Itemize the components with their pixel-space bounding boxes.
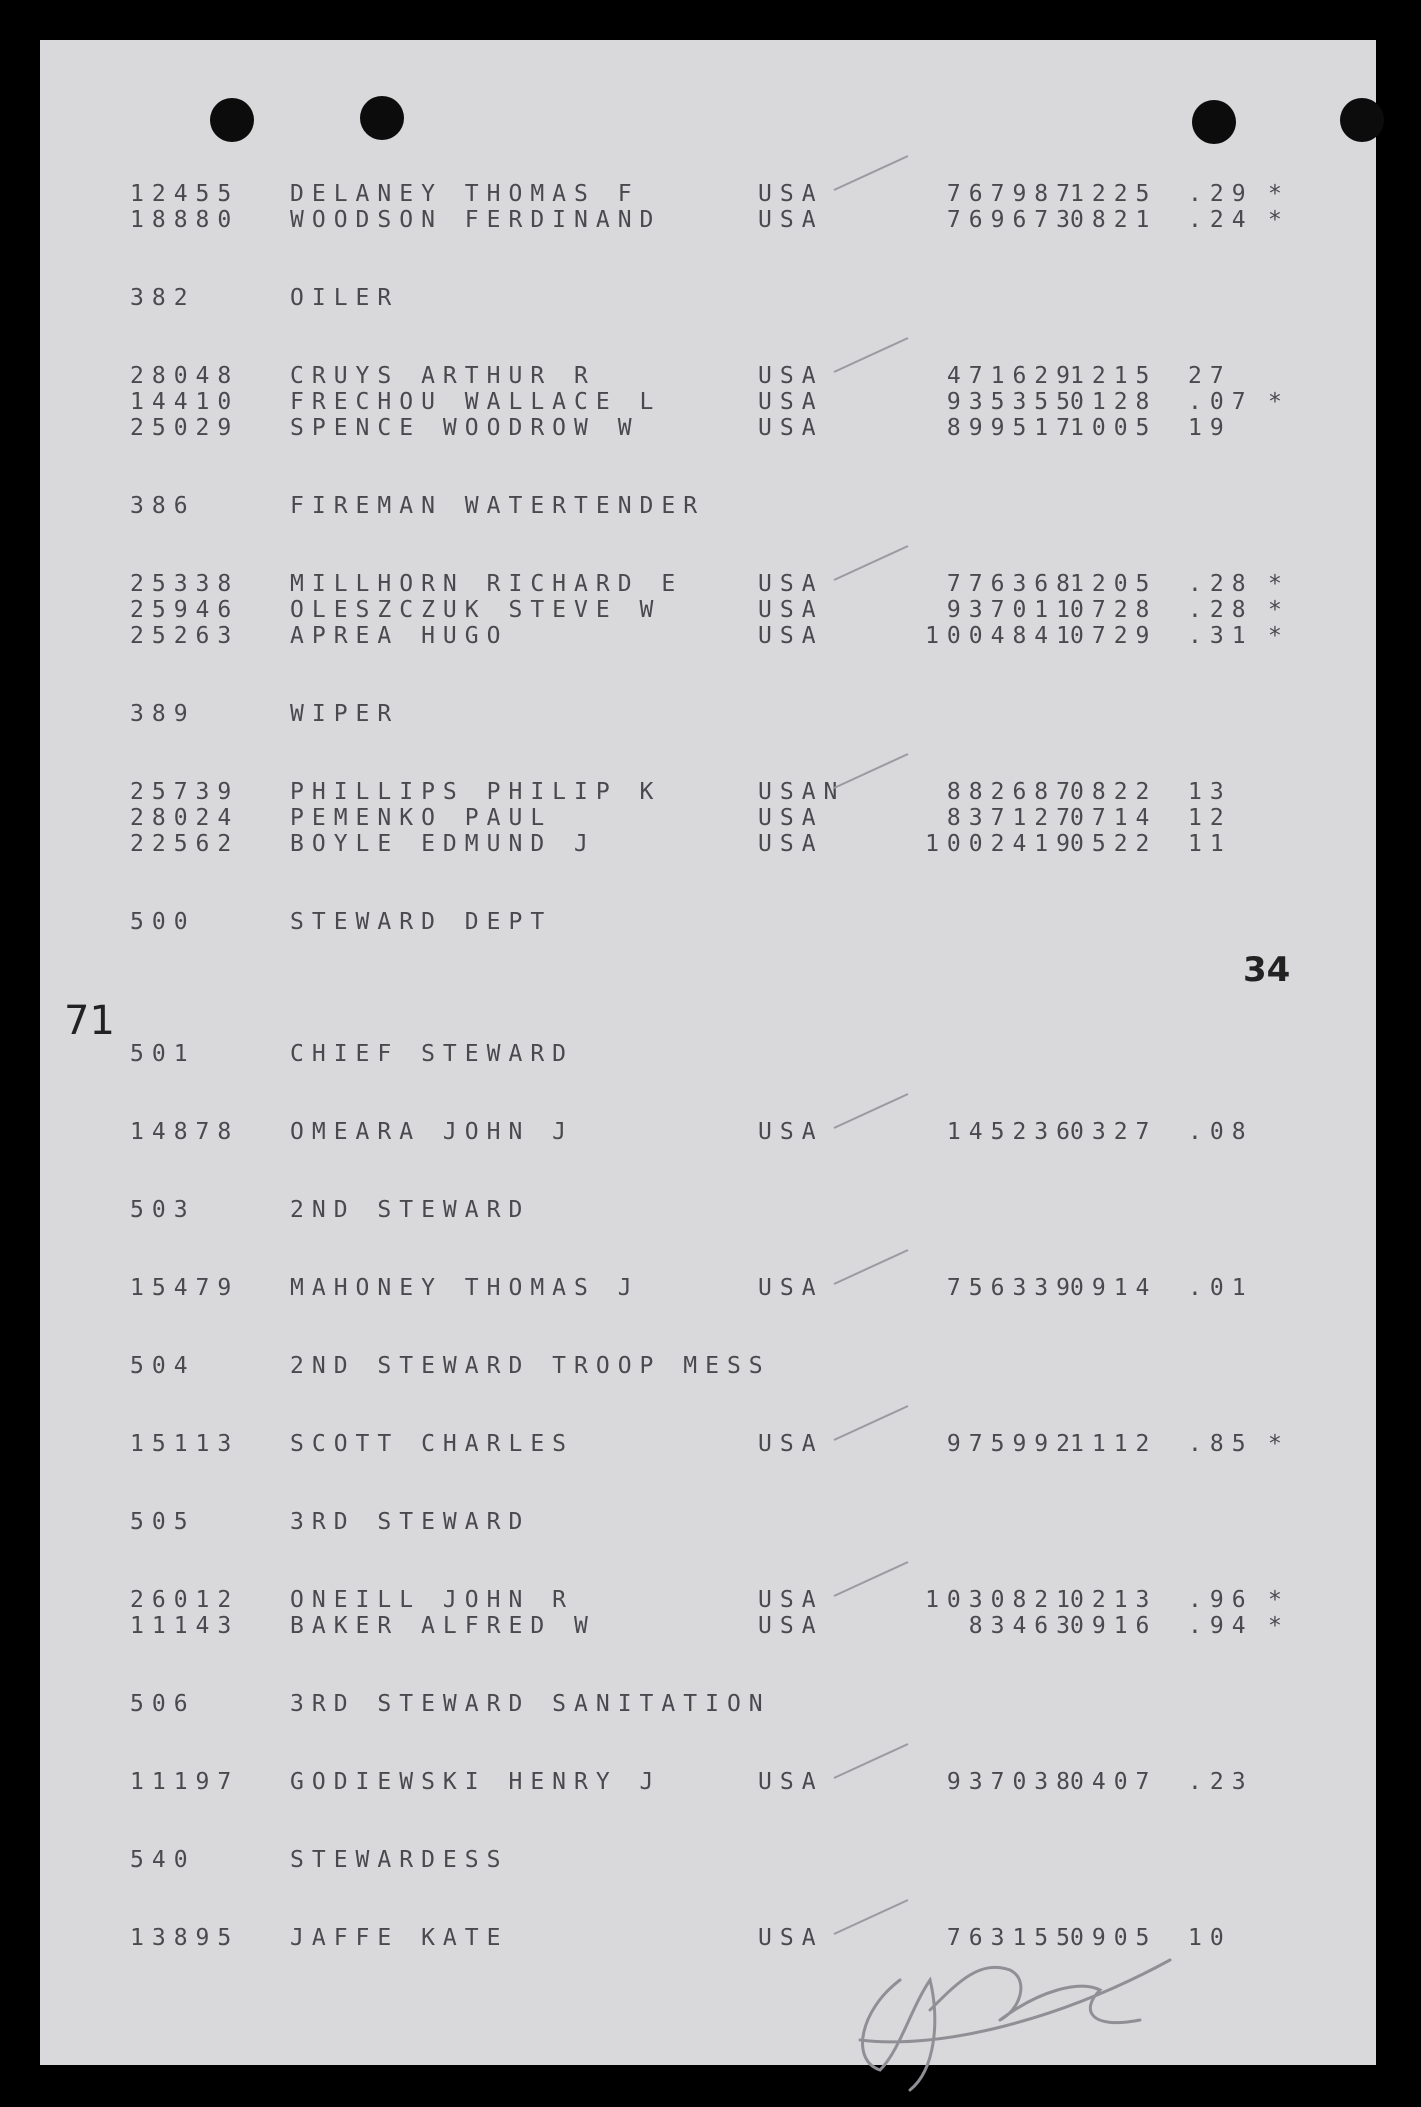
document-number: 776368 — [946, 571, 1078, 597]
date-code: 1205 — [1070, 571, 1158, 597]
crew-number: 25338 — [130, 571, 240, 597]
section-title: STEWARD DEPT — [290, 909, 553, 935]
date-code: 0729 — [1070, 623, 1158, 649]
section-code: 506 — [130, 1691, 196, 1717]
crew-row — [40, 830, 1376, 860]
section-title: 3RD STEWARD — [290, 1509, 531, 1535]
date-code: 0905 — [1070, 1925, 1158, 1951]
crew-name: WOODSON FERDINAND — [290, 207, 662, 233]
date-code: 0327 — [1070, 1119, 1158, 1145]
section-title: OILER — [290, 285, 400, 311]
date-code: 1005 — [1070, 415, 1158, 441]
section-header — [40, 1846, 1376, 1876]
crew-number: 14878 — [130, 1119, 240, 1145]
section-title: WIPER — [290, 701, 400, 727]
crew-number: 15479 — [130, 1275, 240, 1301]
citizenship: USA — [758, 1275, 824, 1301]
check-mark — [832, 1246, 912, 1286]
asterisk-mark: * — [1268, 623, 1290, 649]
date-code: 0728 — [1070, 597, 1158, 623]
section-title: CHIEF STEWARD — [290, 1041, 575, 1067]
citizenship: USA — [758, 831, 824, 857]
citizenship: USA — [758, 805, 824, 831]
date-code: 0213 — [1070, 1587, 1158, 1613]
crew-name: APREA HUGO — [290, 623, 509, 649]
asterisk-mark: * — [1268, 181, 1290, 207]
date-code: 0822 — [1070, 779, 1158, 805]
section-code: 540 — [130, 1847, 196, 1873]
document-number: 837127 — [946, 805, 1078, 831]
date-code: 0407 — [1070, 1769, 1158, 1795]
section-code: 386 — [130, 493, 196, 519]
rating-value: .23 — [1188, 1769, 1254, 1795]
crew-name: SPENCE WOODROW W — [290, 415, 640, 441]
document-number: 935355 — [946, 389, 1078, 415]
citizenship: USA — [758, 597, 824, 623]
crew-name: CRUYS ARTHUR R — [290, 363, 596, 389]
page-number: 34 — [1243, 950, 1291, 990]
document-number: 471629 — [946, 363, 1078, 389]
crew-name: FRECHOU WALLACE L — [290, 389, 662, 415]
punch-hole — [1192, 100, 1236, 144]
section-title: 2ND STEWARD TROOP MESS — [290, 1353, 771, 1379]
document-number: 1030821 — [925, 1587, 1078, 1613]
section-code: 382 — [130, 285, 196, 311]
section-code: 500 — [130, 909, 196, 935]
check-mark — [832, 1558, 912, 1598]
section-title: 3RD STEWARD SANITATION — [290, 1691, 771, 1717]
rating-value: .28 — [1188, 597, 1254, 623]
section-code: 503 — [130, 1197, 196, 1223]
document-number: 937011 — [946, 597, 1078, 623]
rating-value: 11 — [1188, 831, 1232, 857]
crew-row — [40, 1430, 1376, 1460]
crew-name: PHILLIPS PHILIP K — [290, 779, 662, 805]
section-header — [40, 1196, 1376, 1226]
citizenship: USA — [758, 415, 824, 441]
citizenship: USA — [758, 571, 824, 597]
rating-value: .94 — [1188, 1613, 1254, 1639]
punch-hole — [1340, 98, 1384, 142]
citizenship: USA — [758, 363, 824, 389]
check-mark — [832, 1090, 912, 1130]
crew-number: 22562 — [130, 831, 240, 857]
punch-hole — [210, 98, 254, 142]
crew-number: 26012 — [130, 1587, 240, 1613]
rating-value: 13 — [1188, 779, 1232, 805]
citizenship: USA — [758, 1613, 824, 1639]
asterisk-mark: * — [1268, 571, 1290, 597]
check-mark — [832, 542, 912, 582]
document-number: 767987 — [946, 181, 1078, 207]
document-number: 1004841 — [925, 623, 1078, 649]
citizenship: USAN — [758, 779, 846, 805]
asterisk-mark: * — [1268, 1613, 1290, 1639]
rating-value: .01 — [1188, 1275, 1254, 1301]
crew-name: BAKER ALFRED W — [290, 1613, 596, 1639]
rating-value: 10 — [1188, 1925, 1232, 1951]
crew-row — [40, 622, 1376, 652]
crew-number: 11143 — [130, 1613, 240, 1639]
rating-value: .07 — [1188, 389, 1254, 415]
check-mark — [832, 1402, 912, 1442]
asterisk-mark: * — [1268, 389, 1290, 415]
crew-row — [40, 414, 1376, 444]
section-header — [40, 1508, 1376, 1538]
date-code: 1225 — [1070, 181, 1158, 207]
crew-name: BOYLE EDMUND J — [290, 831, 596, 857]
crew-number: 25263 — [130, 623, 240, 649]
date-code: 0821 — [1070, 207, 1158, 233]
margin-note: 71 — [64, 998, 115, 1044]
section-title: FIREMAN WATERTENDER — [290, 493, 706, 519]
rating-value: 12 — [1188, 805, 1232, 831]
crew-number: 28048 — [130, 363, 240, 389]
document-number: 83463 — [968, 1613, 1078, 1639]
date-code: 1215 — [1070, 363, 1158, 389]
date-code: 0714 — [1070, 805, 1158, 831]
rating-value: .85 — [1188, 1431, 1254, 1457]
section-code: 504 — [130, 1353, 196, 1379]
rating-value: .29 — [1188, 181, 1254, 207]
crew-row — [40, 1118, 1376, 1148]
rating-value: .31 — [1188, 623, 1254, 649]
section-header — [40, 700, 1376, 730]
document-page — [40, 40, 1376, 2065]
section-header — [40, 492, 1376, 522]
section-header — [40, 1040, 1376, 1070]
rating-value: .28 — [1188, 571, 1254, 597]
rating-value: 19 — [1188, 415, 1232, 441]
citizenship: USA — [758, 1769, 824, 1795]
section-code: 505 — [130, 1509, 196, 1535]
asterisk-mark: * — [1268, 207, 1290, 233]
section-header — [40, 1352, 1376, 1382]
document-number: 937038 — [946, 1769, 1078, 1795]
date-code: 0916 — [1070, 1613, 1158, 1639]
rating-value: .96 — [1188, 1587, 1254, 1613]
document-number: 882687 — [946, 779, 1078, 805]
crew-row — [40, 1768, 1376, 1798]
crew-number: 15113 — [130, 1431, 240, 1457]
crew-number: 25739 — [130, 779, 240, 805]
citizenship: USA — [758, 1925, 824, 1951]
asterisk-mark: * — [1268, 1431, 1290, 1457]
crew-number: 25029 — [130, 415, 240, 441]
document-number: 1002419 — [925, 831, 1078, 857]
rating-value: 27 — [1188, 363, 1232, 389]
crew-name: OMEARA JOHN J — [290, 1119, 575, 1145]
crew-number: 12455 — [130, 181, 240, 207]
section-code: 501 — [130, 1041, 196, 1067]
document-number: 145236 — [946, 1119, 1078, 1145]
citizenship: USA — [758, 1587, 824, 1613]
check-mark — [832, 1740, 912, 1780]
crew-number: 11197 — [130, 1769, 240, 1795]
punch-hole — [360, 96, 404, 140]
asterisk-mark: * — [1268, 1587, 1290, 1613]
citizenship: USA — [758, 623, 824, 649]
document-number: 975992 — [946, 1431, 1078, 1457]
crew-number: 13895 — [130, 1925, 240, 1951]
crew-name: MILLHORN RICHARD E — [290, 571, 684, 597]
section-header — [40, 1690, 1376, 1720]
document-number: 769673 — [946, 207, 1078, 233]
section-title: 2ND STEWARD — [290, 1197, 531, 1223]
crew-name: SCOTT CHARLES — [290, 1431, 575, 1457]
rating-value: .08 — [1188, 1119, 1254, 1145]
citizenship: USA — [758, 1119, 824, 1145]
document-number: 756339 — [946, 1275, 1078, 1301]
crew-name: DELANEY THOMAS F — [290, 181, 640, 207]
section-header — [40, 908, 1376, 938]
crew-row — [40, 1274, 1376, 1304]
crew-name: PEMENKO PAUL — [290, 805, 553, 831]
rating-value: .24 — [1188, 207, 1254, 233]
crew-name: GODIEWSKI HENRY J — [290, 1769, 662, 1795]
citizenship: USA — [758, 1431, 824, 1457]
crew-row — [40, 1612, 1376, 1642]
check-mark — [832, 152, 912, 192]
section-title: STEWARDESS — [290, 1847, 509, 1873]
date-code: 1112 — [1070, 1431, 1158, 1457]
crew-number: 18880 — [130, 207, 240, 233]
check-mark — [832, 750, 912, 790]
check-mark — [832, 334, 912, 374]
citizenship: USA — [758, 389, 824, 415]
document-number: 899517 — [946, 415, 1078, 441]
crew-number: 28024 — [130, 805, 240, 831]
crew-row — [40, 206, 1376, 236]
citizenship: USA — [758, 181, 824, 207]
date-code: 0914 — [1070, 1275, 1158, 1301]
crew-name: JAFFE KATE — [290, 1925, 509, 1951]
crew-number: 14410 — [130, 389, 240, 415]
crew-name: MAHONEY THOMAS J — [290, 1275, 640, 1301]
signature — [840, 1920, 1240, 2100]
document-number: 763155 — [946, 1925, 1078, 1951]
section-code: 389 — [130, 701, 196, 727]
crew-name: OLESZCZUK STEVE W — [290, 597, 662, 623]
citizenship: USA — [758, 207, 824, 233]
date-code: 0522 — [1070, 831, 1158, 857]
crew-name: ONEILL JOHN R — [290, 1587, 575, 1613]
asterisk-mark: * — [1268, 597, 1290, 623]
date-code: 0128 — [1070, 389, 1158, 415]
section-header — [40, 284, 1376, 314]
crew-number: 25946 — [130, 597, 240, 623]
